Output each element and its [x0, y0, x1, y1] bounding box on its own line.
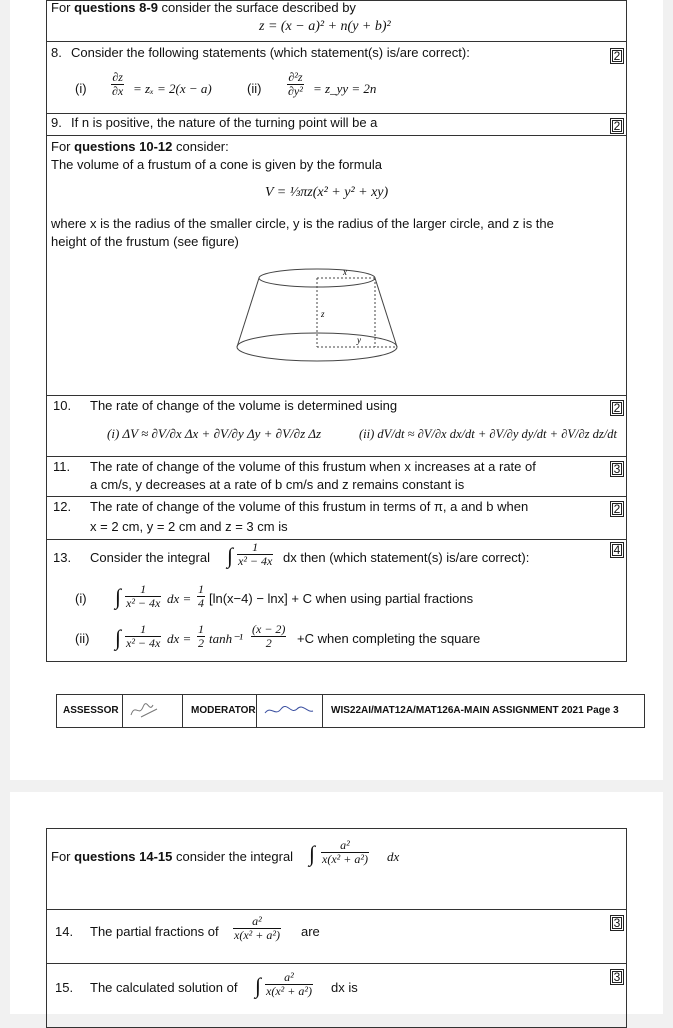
moderator-label: MODERATOR: [183, 695, 257, 727]
divider: [47, 909, 626, 910]
divider: [47, 135, 626, 136]
q10-mark: 2: [610, 400, 624, 416]
frustum-figure: [231, 263, 401, 375]
q11-line1: The rate of change of the volume of this frustum when x increases at a rate of: [90, 459, 536, 474]
q9-text: If n is positive, the nature of the turning point will be a: [71, 115, 378, 130]
q13-number: 13.: [53, 550, 72, 565]
fig-label-x: x: [343, 267, 347, 277]
integral-sign: ∫: [115, 584, 122, 609]
integral-sign: ∫: [115, 625, 122, 650]
q15-suffix: dx is: [331, 980, 358, 995]
q14-text: The partial fractions of: [90, 924, 219, 939]
q13-option-ii-dx: dx =: [167, 631, 192, 646]
q12-line2: x = 2 cm, y = 2 cm and z = 3 cm is: [90, 519, 288, 534]
page-4: [10, 792, 663, 1014]
tanh-argument: (x − 2) 2: [252, 622, 286, 650]
q11-number: 11.: [53, 459, 71, 474]
q13-option-ii-expression: +C when completing the square: [297, 631, 481, 646]
partial-z-x-fraction: ∂z ∂x: [112, 70, 124, 98]
q14-15-intro: For questions 14-15 consider the integral: [51, 849, 294, 864]
left-side: [237, 278, 259, 347]
page-3: [10, 0, 663, 780]
q13-text-prefix: Consider the integral: [90, 550, 210, 565]
q13-integrand: 1 x² − 4x: [238, 540, 273, 568]
q8-option-ii-expression: = z_yy = 2n: [313, 81, 377, 96]
q8-number: 8.: [51, 45, 62, 60]
q8-mark: 2: [610, 48, 624, 64]
q8-option-i-label: (i): [75, 81, 87, 96]
fig-label-z: z: [321, 309, 325, 319]
surface-equation: z = (x − a)² + n(y + b)²: [259, 19, 391, 34]
fig-label-y: y: [357, 335, 361, 345]
q14-15-integrand: a² x(x² + a²): [322, 838, 368, 866]
q13-mark: 4: [610, 542, 624, 558]
assessor-signature: [123, 695, 183, 727]
q12-number: 12.: [53, 499, 72, 514]
q10-12-intro: For questions 10-12 consider:: [51, 139, 229, 154]
q14-fraction: a² x(x² + a²): [234, 914, 280, 942]
q8-text: Consider the following statements (which statement(s) is/are correct):: [71, 45, 470, 60]
q15-number: 15.: [55, 980, 74, 995]
q15-mark: 3: [610, 969, 624, 985]
divider: [47, 456, 626, 457]
q9-mark: 2: [610, 118, 624, 134]
q13-option-i-integrand: 1 x² − 4x: [126, 582, 161, 610]
q13-text-suffix: dx then (which statement(s) is/are correct):: [283, 550, 530, 565]
right-side: [375, 278, 397, 347]
q14-number: 14.: [55, 924, 74, 939]
divider: [47, 496, 626, 497]
q13-option-i-label: (i): [75, 591, 87, 606]
question-table-14-15: [46, 828, 627, 1028]
divider: [47, 539, 626, 540]
q11-line2: a cm/s, y decreases at a rate of b cm/s and z remains constant is: [90, 477, 465, 492]
q10-option-i: (i) ΔV ≈ ∂V/∂x Δx + ∂V/∂y Δy + ∂V/∂z Δz: [107, 426, 322, 441]
q11-mark: 3: [610, 461, 624, 477]
integral-sign: ∫: [309, 841, 316, 866]
q15-fraction: a² x(x² + a²): [266, 970, 312, 998]
divider: [47, 41, 626, 42]
q10-number: 10.: [53, 398, 72, 413]
where-line-1: where x is the radius of the smaller circle, y is the radius of the larger circle, and z is the: [51, 216, 554, 231]
assessment-footer: [56, 694, 645, 728]
assessor-label: ASSESSOR: [57, 695, 123, 727]
partial-z-yy-fraction: ∂²z ∂y²: [288, 70, 303, 98]
q8-option-ii-label: (ii): [247, 81, 262, 96]
divider: [47, 395, 626, 396]
quarter-fraction: 1 4: [198, 582, 204, 610]
tanh-inverse: tanh⁻¹: [209, 631, 243, 646]
q12-mark: 2: [610, 501, 624, 517]
half-fraction: 1 2: [198, 622, 204, 650]
q14-suffix: are: [301, 924, 320, 939]
q13-option-ii-label: (ii): [75, 631, 90, 646]
q14-mark: 3: [610, 915, 624, 931]
q8-option-i-expression: = zₓ = 2(x − a): [133, 81, 212, 96]
course-code: WIS22AI/MAT12A/MAT126A-MAIN ASSIGNMENT 2021 Page 3: [331, 705, 619, 716]
integral-sign: ∫: [227, 543, 234, 568]
q13-option-ii-integrand: 1 x² − 4x: [126, 622, 161, 650]
moderator-signature: [257, 695, 323, 727]
q13-option-i-expression: [ln(x−4) − lnx] + C when using partial fractions: [209, 591, 474, 606]
dx-label: dx: [387, 849, 400, 864]
q9-number: 9.: [51, 115, 62, 130]
where-line-2: height of the frustum (see figure): [51, 234, 239, 249]
q10-option-ii: (ii) dV/dt ≈ ∂V/∂x dx/dt + ∂V/∂y dy/dt + ∂V/∂z dz/dt: [359, 427, 617, 441]
divider: [47, 113, 626, 114]
q12-line1: The rate of change of the volume of this frustum in terms of π, a and b when: [90, 499, 529, 514]
q15-text: The calculated solution of: [90, 980, 238, 995]
q8-9-intro: For questions 8-9 consider the surface described by: [51, 0, 356, 15]
q10-text: The rate of change of the volume is determined using: [90, 398, 398, 413]
q13-option-i-dx: dx =: [167, 591, 192, 606]
frustum-volume-formula: V = ⅓πz(x² + y² + xy): [265, 185, 389, 200]
q10-12-line2: The volume of a frustum of a cone is given by the formula: [51, 157, 382, 172]
integral-sign: ∫: [255, 973, 262, 998]
divider: [47, 963, 626, 964]
question-table-8-13: [46, 0, 627, 662]
